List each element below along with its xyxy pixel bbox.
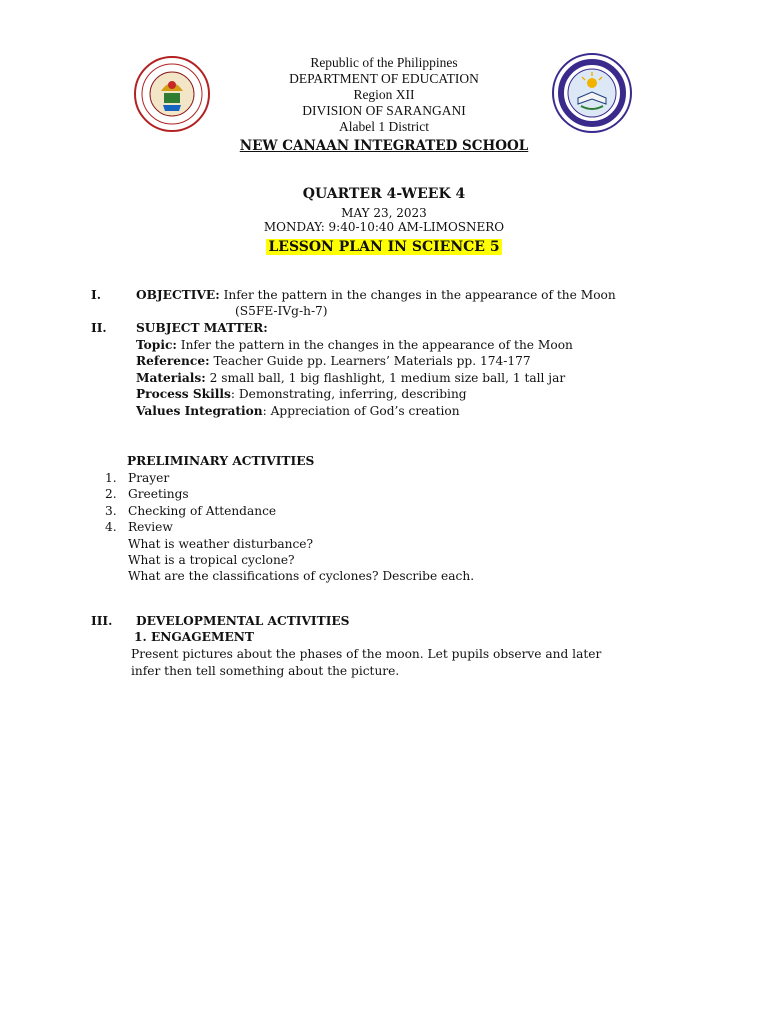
topic-text: Infer the pattern in the changes in the appearance of the Moon bbox=[176, 338, 573, 352]
reference-line bbox=[136, 353, 531, 370]
header-region: Region XII bbox=[353, 87, 415, 102]
materials-line bbox=[136, 370, 565, 387]
skills-text: : Demonstrating, inferring, describing bbox=[230, 387, 467, 401]
prelim-item-num: 2. bbox=[105, 487, 117, 501]
header-district: Alabel 1 District bbox=[339, 119, 429, 134]
prelim-item-text: Greetings bbox=[128, 487, 189, 501]
lesson-title: LESSON PLAN IN SCIENCE 5 bbox=[268, 239, 500, 255]
school-name: NEW CANAAN INTEGRATED SCHOOL bbox=[239, 138, 529, 154]
objective-code: (S5FE-IVg-h-7) bbox=[235, 304, 328, 318]
skills-line bbox=[136, 386, 467, 403]
review-question: What is a tropical cyclone? bbox=[128, 553, 295, 567]
preliminary-heading: PRELIMINARY ACTIVITIES bbox=[127, 454, 315, 468]
objective-numeral: I. bbox=[91, 288, 101, 302]
topic-line bbox=[136, 337, 573, 354]
review-question: What is weather disturbance? bbox=[128, 537, 314, 551]
engagement-line-2: infer then tell something about the picture. bbox=[131, 664, 400, 678]
values-label: Values Integration bbox=[136, 404, 263, 418]
prelim-item-text: Review bbox=[128, 520, 173, 534]
objective-text: Infer the pattern in the changes in the appearance of the Moon bbox=[219, 288, 616, 302]
header-division: DIVISION OF SARANGANI bbox=[302, 103, 466, 118]
prelim-item-num: 4. bbox=[105, 520, 117, 534]
objective-label: OBJECTIVE: bbox=[136, 288, 220, 302]
lesson-title-wrap bbox=[0, 236, 768, 255]
developmental-heading: DEVELOPMENTAL ACTIVITIES bbox=[136, 614, 350, 628]
prelim-item-text: Checking of Attendance bbox=[128, 504, 277, 518]
prelim-item-text: Prayer bbox=[128, 471, 170, 485]
prelim-item-num: 3. bbox=[105, 504, 117, 518]
engagement-heading: 1. ENGAGEMENT bbox=[134, 630, 254, 644]
topic-label: Topic: bbox=[136, 338, 177, 352]
header-department: DEPARTMENT OF EDUCATION bbox=[289, 71, 479, 86]
review-question: What are the classifications of cyclones? Describe each. bbox=[128, 569, 475, 583]
lesson-schedule: MONDAY: 9:40-10:40 AM-LIMOSNERO bbox=[263, 220, 505, 234]
reference-label: Reference: bbox=[136, 354, 210, 368]
developmental-numeral: III. bbox=[91, 614, 113, 628]
quarter-week: QUARTER 4-WEEK 4 bbox=[302, 186, 466, 202]
objective-line bbox=[136, 287, 616, 304]
reference-text: Teacher Guide pp. Learners’ Materials pp. 174-177 bbox=[209, 354, 531, 368]
engagement-line-1: Present pictures about the phases of the moon. Let pupils observe and later bbox=[131, 647, 602, 661]
header-republic: Republic of the Philippines bbox=[310, 55, 458, 70]
values-text: : Appreciation of God’s creation bbox=[262, 404, 460, 418]
subject-heading: SUBJECT MATTER: bbox=[136, 321, 268, 335]
skills-label: Process Skills bbox=[136, 387, 231, 401]
materials-label: Materials: bbox=[136, 371, 206, 385]
values-line bbox=[136, 403, 460, 420]
prelim-item-num: 1. bbox=[105, 471, 117, 485]
lesson-date: MAY 23, 2023 bbox=[341, 206, 427, 220]
materials-text: 2 small ball, 1 big flashlight, 1 medium size ball, 1 tall jar bbox=[205, 371, 566, 385]
subject-numeral: II. bbox=[91, 321, 107, 335]
